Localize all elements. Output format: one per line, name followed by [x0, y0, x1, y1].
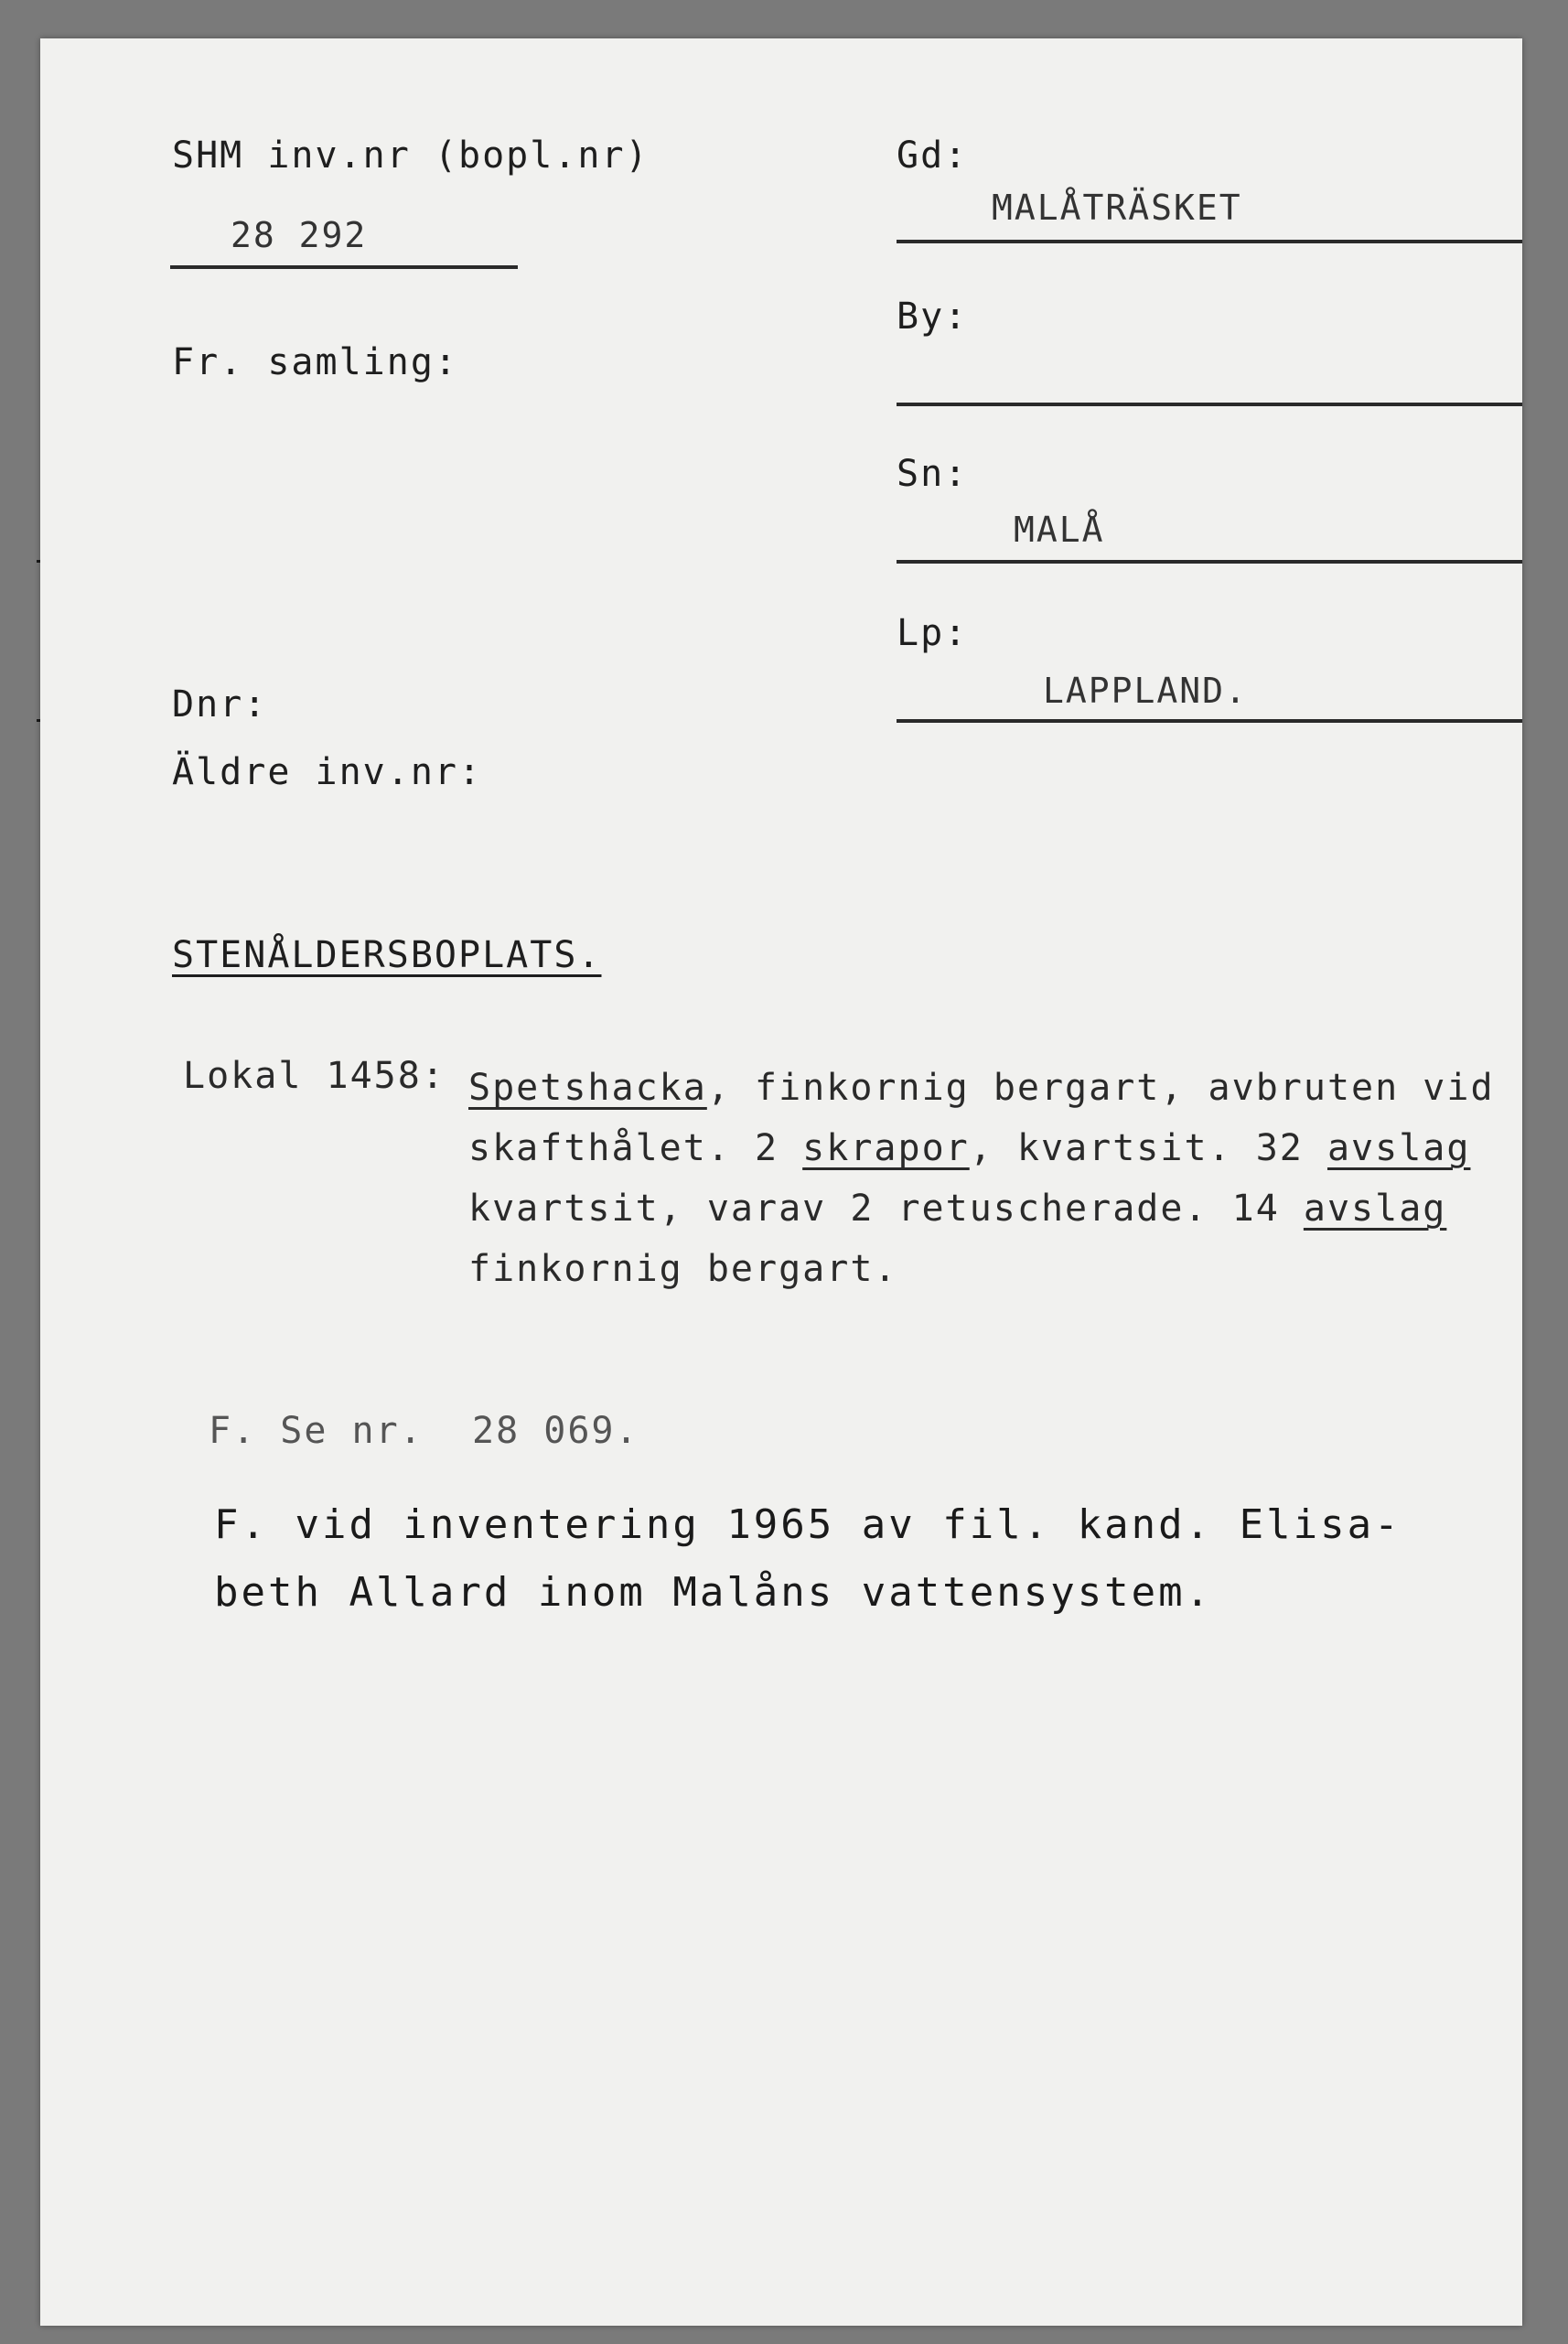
find-term: skrapor	[802, 1127, 970, 1169]
found-note-line-1: F. vid inventering 1965 av fil. kand. Elisa-	[214, 1501, 1402, 1548]
finds-line-3	[468, 1178, 1495, 1239]
parish-rule	[897, 560, 1522, 564]
dnr-label: Dnr:	[172, 683, 268, 726]
inventory-number-rule	[170, 265, 518, 269]
find-term: avslag	[1326, 1127, 1471, 1169]
older-inventory-label: Äldre inv.nr:	[172, 751, 483, 793]
inventory-number-label: SHM inv.nr (bopl.nr)	[172, 134, 650, 177]
catalog-card	[40, 38, 1522, 2326]
finds-line-1	[468, 1058, 1495, 1118]
see-reference-number: 28 069.	[472, 1410, 639, 1452]
found-note-line-2: beth Allard inom Malåns vattensystem.	[214, 1569, 1213, 1616]
find-term: Spetshacka	[468, 1067, 707, 1109]
inventory-number-value: 28 292	[231, 215, 368, 255]
parish-value: MALÅ	[1014, 510, 1105, 550]
farm-rule	[897, 240, 1522, 243]
province-rule	[897, 719, 1522, 723]
locality-label: Lokal 1458:	[183, 1055, 446, 1097]
province-value: LAPPLAND.	[1043, 671, 1248, 711]
find-text: , kvartsit. 32	[969, 1127, 1327, 1169]
find-term: avslag	[1303, 1188, 1447, 1230]
parish-label: Sn:	[897, 453, 969, 495]
find-text: skafthålet. 2	[468, 1127, 803, 1169]
finds-line-2	[468, 1118, 1495, 1178]
province-label: Lp:	[897, 612, 969, 654]
find-text: finkornig bergart.	[468, 1248, 898, 1290]
village-rule	[897, 403, 1522, 406]
finds-line-4	[468, 1239, 1495, 1299]
found-note	[214, 1491, 1402, 1627]
find-text: kvartsit, varav 2 retuscherade. 14	[468, 1188, 1304, 1230]
former-collection-label: Fr. samling:	[172, 341, 458, 383]
find-text: , finkornig bergart, avbruten vid	[706, 1067, 1495, 1109]
see-reference-prefix: F. Se nr.	[209, 1410, 424, 1452]
farm-value: MALÅTRÄSKET	[992, 188, 1242, 228]
finds-description	[468, 1058, 1495, 1299]
village-label: By:	[897, 296, 969, 338]
site-category: STENÅLDERSBOPLATS.	[172, 934, 602, 976]
farm-label: Gd:	[897, 134, 969, 177]
